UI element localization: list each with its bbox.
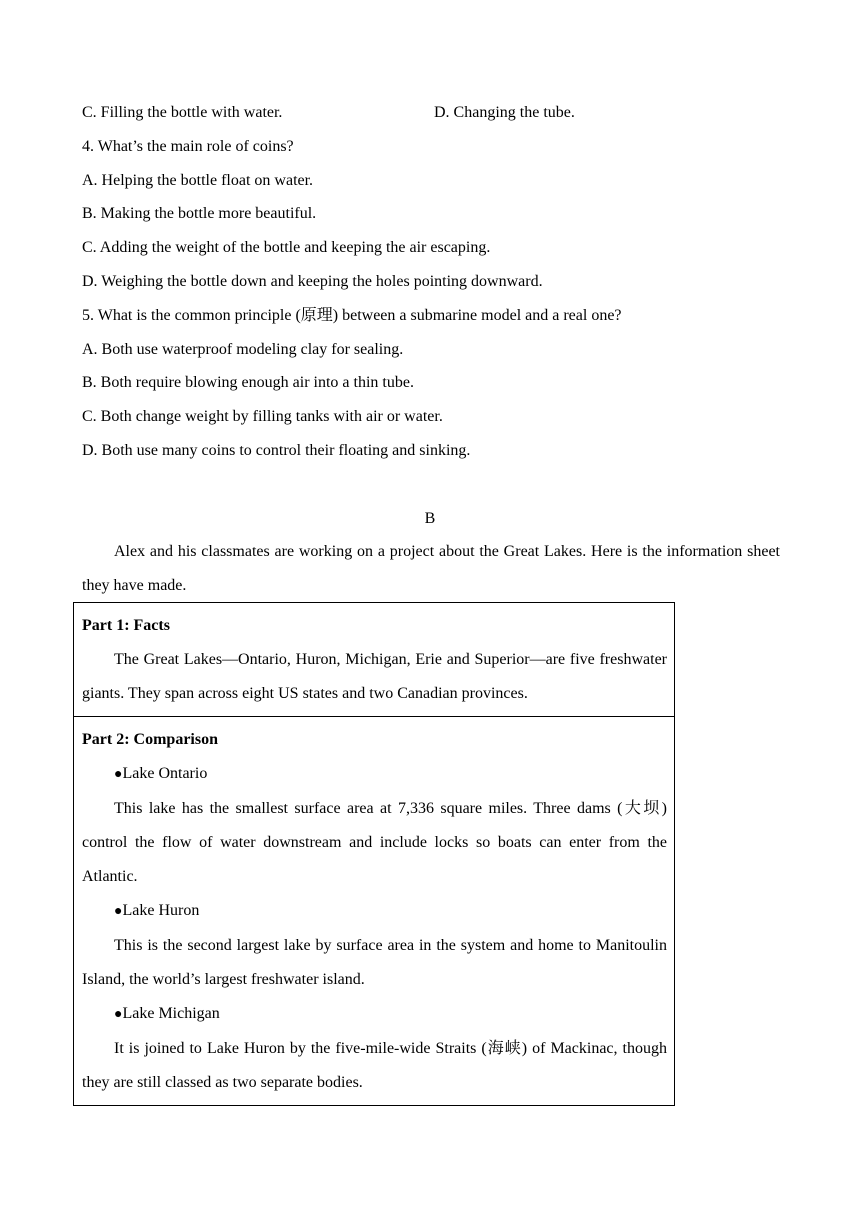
part1-cell — [74, 603, 674, 716]
lake-michigan-heading — [82, 997, 667, 1032]
lake-ontario-heading — [82, 757, 667, 792]
lake-huron-name: Lake Huron — [122, 902, 200, 919]
part1-title: Part 1: Facts — [82, 617, 170, 634]
part2-title: Part 2: Comparison — [82, 731, 218, 748]
q3-option-d: D. Changing the tube. — [434, 104, 575, 121]
bullet-icon: ● — [114, 904, 123, 919]
lake-huron-text: This is the second largest lake by surface area in the system and home to Manitoulin Island, the world’s largest freshwater island. — [82, 937, 667, 988]
q4-option-b: B. Making the bottle more beautiful. — [82, 205, 317, 222]
q5-option-c: C. Both change weight by filling tanks with air or water. — [82, 408, 443, 425]
q4-option-d: D. Weighing the bottle down and keeping the holes pointing downward. — [82, 273, 543, 290]
q5-option-b: B. Both require blowing enough air into a thin tube. — [82, 374, 414, 391]
bullet-icon: ● — [114, 1007, 123, 1022]
q4-option-c: C. Adding the weight of the bottle and keeping the air escaping. — [82, 239, 491, 256]
q4-stem: 4. What’s the main role of coins? — [82, 138, 294, 155]
lake-huron-heading — [82, 894, 667, 929]
lake-ontario-text: This lake has the smallest surface area at 7,336 square miles. Three dams (大坝) control the flow of water downstream and include locks so boats can enter from the Atlantic. — [82, 800, 667, 885]
q4-option-a: A. Helping the bottle float on water. — [82, 172, 314, 189]
q3-options-row — [82, 103, 575, 123]
info-sheet-table — [73, 602, 675, 1106]
q5-option-a: A. Both use waterproof modeling clay for sealing. — [82, 341, 404, 358]
section-letter: B — [424, 510, 436, 527]
lake-ontario-name: Lake Ontario — [122, 765, 208, 782]
part1-text: The Great Lakes—Ontario, Huron, Michigan, Erie and Superior—are five freshwater giants. They span across eight US states and two Canadian provinces. — [82, 651, 667, 702]
section-intro: Alex and his classmates are working on a project about the Great Lakes. Here is the information sheet they have made. — [82, 543, 780, 594]
lake-michigan-text: It is joined to Lake Huron by the five-mile-wide Straits (海峡) of Mackinac, though they are still classed as two separate bodies. — [82, 1040, 667, 1091]
q5-stem: 5. What is the common principle (原理) between a submarine model and a real one? — [82, 307, 622, 324]
q3-option-c: C. Filling the bottle with water. — [82, 104, 283, 121]
part2-cell — [74, 716, 674, 1105]
q5-option-d: D. Both use many coins to control their floating and sinking. — [82, 442, 471, 459]
lake-michigan-name: Lake Michigan — [122, 1005, 220, 1022]
bullet-icon: ● — [114, 767, 123, 782]
